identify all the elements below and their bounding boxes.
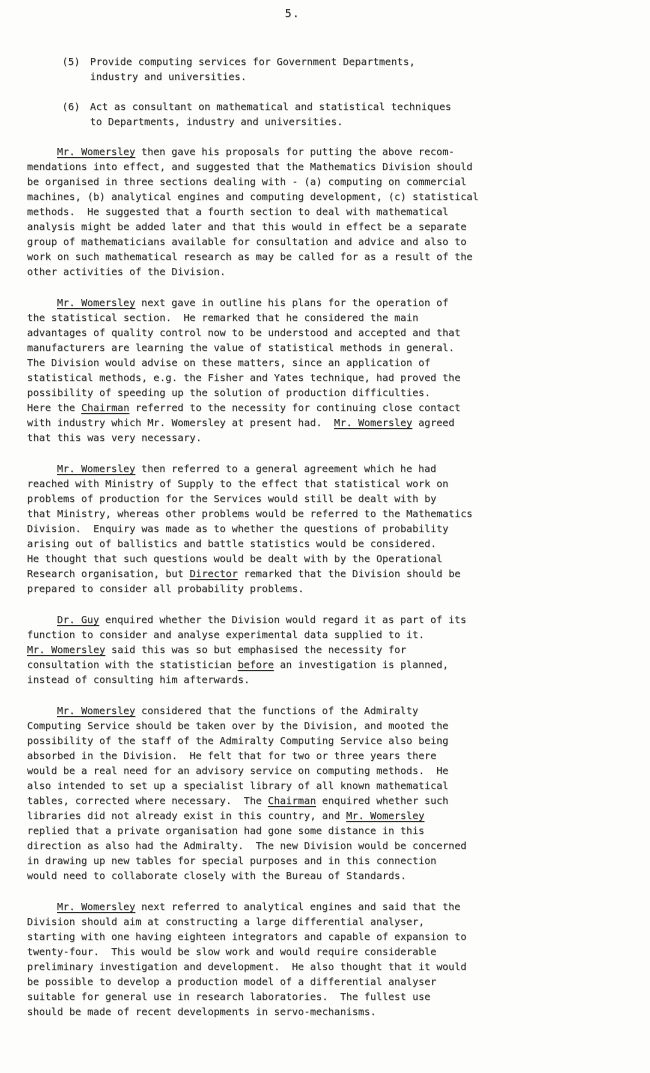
list-item xyxy=(27,55,627,85)
underlined-name: Mr. Womersley xyxy=(57,706,136,717)
text-line xyxy=(27,824,627,839)
underlined-name: Mr. Womersley xyxy=(57,147,136,158)
paragraph xyxy=(27,613,627,688)
text-line xyxy=(27,975,627,990)
text-line xyxy=(27,220,627,235)
text-run: Provide computing services for Government Departments, xyxy=(90,57,416,68)
text-run: manufacturers are learning the value of statistical methods in general. xyxy=(27,343,455,354)
text-run: also intended to set up a specialist library of all known mathematical xyxy=(27,781,449,792)
text-line xyxy=(27,296,627,311)
text-line xyxy=(27,869,627,884)
text-line xyxy=(27,371,627,386)
text-run: work on such mathematical research as may be called for as a result of the xyxy=(27,252,473,263)
text-run: should be made of recent developments in servo-mechanisms. xyxy=(27,1007,377,1018)
underlined-name: Mr. Womersley xyxy=(57,902,136,913)
text-line xyxy=(27,673,627,688)
text-run: enquired whether the Division would regard it as part of its xyxy=(99,615,467,626)
text-line xyxy=(27,235,627,250)
text-run: would be a real need for an advisory service on computing methods. He xyxy=(27,766,449,777)
text-line xyxy=(27,1005,627,1020)
text-run: problems of production for the Services would still be dealt with by xyxy=(27,494,437,505)
text-run: He thought that such questions would be dealt with by the Operational xyxy=(27,554,443,565)
text-run: tables, corrected where necessary. The xyxy=(27,796,268,807)
text-line xyxy=(27,643,627,658)
text-line xyxy=(27,990,627,1005)
text-run: arising out of ballistics and battle statistics would be considered. xyxy=(27,539,437,550)
text-line xyxy=(27,462,627,477)
text-line xyxy=(27,930,627,945)
text-line xyxy=(27,628,627,643)
text-run: the statistical section. He remarked that he considered the main xyxy=(27,313,419,324)
text-run: that this was very necessary. xyxy=(27,433,202,444)
text-run: prepared to consider all probability problems. xyxy=(27,584,304,595)
text-run: Division. Enquiry was made as to whether the questions of probability xyxy=(27,524,449,535)
text-run: said this was so but emphasised the necessity for xyxy=(105,645,407,656)
document-content xyxy=(27,55,627,1036)
underlined-name: Chairman xyxy=(267,796,316,807)
text-run: then referred to a general agreement which he had xyxy=(135,464,437,475)
text-line xyxy=(27,552,627,567)
text-run: Research organisation, but xyxy=(27,569,190,580)
text-line xyxy=(27,341,627,356)
text-run: possibility of the staff of the Admiralty Computing Service also being xyxy=(27,736,449,747)
underlined-name: before xyxy=(237,660,274,671)
text-run: be possible to develop a production model of a differential analyser xyxy=(27,977,437,988)
text-run: referred to the necessity for continuing close contact xyxy=(129,403,461,414)
underlined-name: Chairman xyxy=(81,403,130,414)
text-line xyxy=(90,100,627,115)
text-run: possibility of speeding up the solution of production difficulties. xyxy=(27,388,431,399)
text-run: statistical methods, e.g. the Fisher and Yates technique, had proved the xyxy=(27,373,461,384)
text-line xyxy=(27,416,627,431)
text-line xyxy=(27,734,627,749)
text-run: with industry which Mr. Womersley at present had. xyxy=(27,418,335,429)
text-line xyxy=(27,960,627,975)
text-line xyxy=(27,386,627,401)
underlined-name: Mr. Womersley xyxy=(57,298,136,309)
text-run: starting with one having eighteen integrators and capable of expansion to xyxy=(27,932,467,943)
text-run: direction as also had the Admiralty. The new Division would be concerned xyxy=(27,841,467,852)
text-run: function to consider and analyse experimental data supplied to it. xyxy=(27,630,425,641)
text-line xyxy=(27,205,627,220)
text-line xyxy=(27,265,627,280)
text-run: next referred to analytical engines and said that the xyxy=(135,902,461,913)
paragraph-section xyxy=(27,145,627,1020)
underlined-name: Mr. Womersley xyxy=(57,464,136,475)
text-line xyxy=(27,145,627,160)
text-run: in drawing up new tables for special purposes and in this connection xyxy=(27,856,437,867)
text-line xyxy=(27,764,627,779)
text-run: libraries did not already exist in this country, and xyxy=(27,811,347,822)
text-run: next gave in outline his plans for the operation of xyxy=(135,298,449,309)
paragraph xyxy=(27,900,627,1020)
text-run: absorbed in the Division. He felt that for two or three years there xyxy=(27,751,437,762)
text-run: Act as consultant on mathematical and statistical techniques xyxy=(90,102,452,113)
text-run: preliminary investigation and development. He also thought that it would xyxy=(27,962,467,973)
text-line xyxy=(27,175,627,190)
text-line xyxy=(27,311,627,326)
text-run: consultation with the statistician xyxy=(27,660,238,671)
text-run: instead of consulting him afterwards. xyxy=(27,675,250,686)
text-run: an investigation is planned, xyxy=(273,660,449,671)
list-item xyxy=(27,100,627,130)
text-line xyxy=(27,915,627,930)
text-line xyxy=(27,809,627,824)
paragraph xyxy=(27,462,627,597)
paragraph xyxy=(27,704,627,884)
list-item-marker: (5) xyxy=(62,57,81,68)
text-line xyxy=(27,250,627,265)
text-run: The Division would advise on these matters, since an application of xyxy=(27,358,431,369)
text-line xyxy=(27,658,627,673)
text-line xyxy=(27,537,627,552)
text-line xyxy=(27,477,627,492)
text-line xyxy=(27,719,627,734)
text-run: be organised in three sections dealing with - (a) computing on commercial xyxy=(27,177,467,188)
text-run: machines, (b) analytical engines and computing development, (c) statistical xyxy=(27,192,479,203)
text-line xyxy=(27,794,627,809)
text-line xyxy=(27,522,627,537)
text-line xyxy=(27,613,627,628)
text-line xyxy=(27,160,627,175)
text-run: industry and universities. xyxy=(90,72,247,83)
text-run: then gave his proposals for putting the above recom- xyxy=(135,147,455,158)
text-line xyxy=(90,55,627,70)
text-line xyxy=(27,749,627,764)
text-line xyxy=(27,326,627,341)
text-run: reached with Ministry of Supply to the effect that statistical work on xyxy=(27,479,449,490)
text-line xyxy=(27,900,627,915)
page-number: 5. xyxy=(284,7,301,20)
text-line xyxy=(90,70,627,85)
text-line xyxy=(27,704,627,719)
text-run: to Departments, industry and universities. xyxy=(90,117,343,128)
list-item-text xyxy=(90,55,627,85)
list-item-marker: (6) xyxy=(62,102,81,113)
text-run: Division should aim at constructing a large differential analyser, xyxy=(27,917,425,928)
text-line xyxy=(27,945,627,960)
text-line xyxy=(27,356,627,371)
text-run: would need to collaborate closely with the Bureau of Standards. xyxy=(27,871,407,882)
text-run: remarked that the Division should be xyxy=(237,569,461,580)
text-run: agreed xyxy=(412,418,455,429)
underlined-name: Mr. Womersley xyxy=(346,811,425,822)
text-run: replied that a private organisation had gone some distance in this xyxy=(27,826,425,837)
text-line xyxy=(27,431,627,446)
text-run: suitable for general use in research laboratories. The fullest use xyxy=(27,992,431,1003)
text-line xyxy=(27,492,627,507)
list-item-text xyxy=(90,100,627,130)
underlined-name: Mr. Womersley xyxy=(334,418,413,429)
text-run: mendations into effect, and suggested that the Mathematics Division should xyxy=(27,162,473,173)
text-run: methods. He suggested that a fourth section to deal with mathematical xyxy=(27,207,449,218)
text-run: considered that the functions of the Admiralty xyxy=(135,706,419,717)
text-run: group of mathematicians available for consultation and advice and also to xyxy=(27,237,467,248)
text-run: enquired whether such xyxy=(316,796,449,807)
numbered-list xyxy=(27,55,627,130)
paragraph xyxy=(27,145,627,280)
text-line xyxy=(27,567,627,582)
text-run: that Ministry, whereas other problems would be referred to the Mathematics xyxy=(27,509,473,520)
text-line xyxy=(27,854,627,869)
underlined-name: Mr. Womersley xyxy=(27,645,106,656)
underlined-name: Director xyxy=(189,569,238,580)
text-run: other activities of the Division. xyxy=(27,267,226,278)
text-run: twenty-four. This would be slow work and would require considerable xyxy=(27,947,437,958)
text-line xyxy=(27,582,627,597)
text-line xyxy=(27,507,627,522)
text-run: analysis might be added later and that this would in effect be a separate xyxy=(27,222,467,233)
text-run: advantages of quality control now to be understood and accepted and that xyxy=(27,328,461,339)
text-line xyxy=(90,115,627,130)
underlined-name: Dr. Guy xyxy=(57,615,100,626)
text-line xyxy=(27,190,627,205)
text-line xyxy=(27,779,627,794)
paragraph xyxy=(27,296,627,446)
text-line xyxy=(27,839,627,854)
text-run: Here the xyxy=(27,403,82,414)
text-line xyxy=(27,401,627,416)
text-run: Computing Service should be taken over by the Division, and mooted the xyxy=(27,721,449,732)
